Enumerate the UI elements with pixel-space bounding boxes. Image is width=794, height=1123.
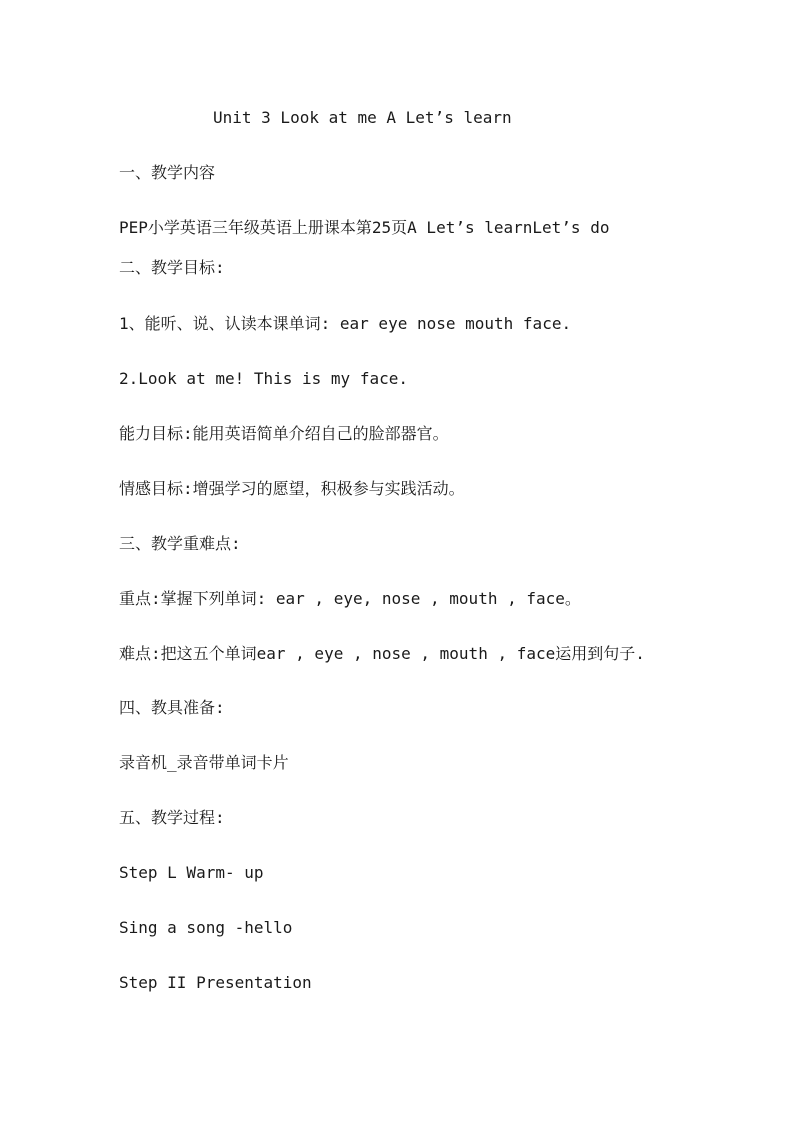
paragraph-ability-goal: 能力目标:能用英语简单介绍自己的脸部器官。 xyxy=(119,424,449,443)
paragraph-emotion-goal: 情感目标:增强学习的愿望，积极参与实践活动。 xyxy=(119,479,465,498)
paragraph-objective-2: 2.Look at me! This is my face. xyxy=(119,369,408,388)
section-heading-materials: 四、教具准备: xyxy=(119,698,225,717)
paragraph-textbook-ref: PEP小学英语三年级英语上册课本第25页A Let’s learnLet’s do xyxy=(119,218,610,237)
paragraph-difficult-point: 难点:把这五个单词ear , eye , nose , mouth , face运用到句子. xyxy=(119,644,645,663)
paragraph-key-point: 重点:掌握下列单词: ear , eye, nose , mouth , face。 xyxy=(119,589,581,608)
document-title: Unit 3 Look at me A Let’s learn xyxy=(213,108,512,127)
section-heading-objectives: 二、教学目标: xyxy=(119,258,225,277)
paragraph-step-2: Step II Presentation xyxy=(119,973,312,992)
paragraph-objective-1: 1、能听、说、认读本课单词: ear eye nose mouth face. xyxy=(119,314,572,333)
section-heading-key-points: 三、教学重难点: xyxy=(119,534,241,553)
paragraph-materials: 录音机_录音带单词卡片 xyxy=(119,753,289,772)
section-heading-process: 五、教学过程: xyxy=(119,808,225,827)
paragraph-step-1: Step L Warm- up xyxy=(119,863,264,882)
section-heading-content: 一、教学内容 xyxy=(119,163,216,182)
paragraph-sing-song: Sing a song -hello xyxy=(119,918,293,937)
